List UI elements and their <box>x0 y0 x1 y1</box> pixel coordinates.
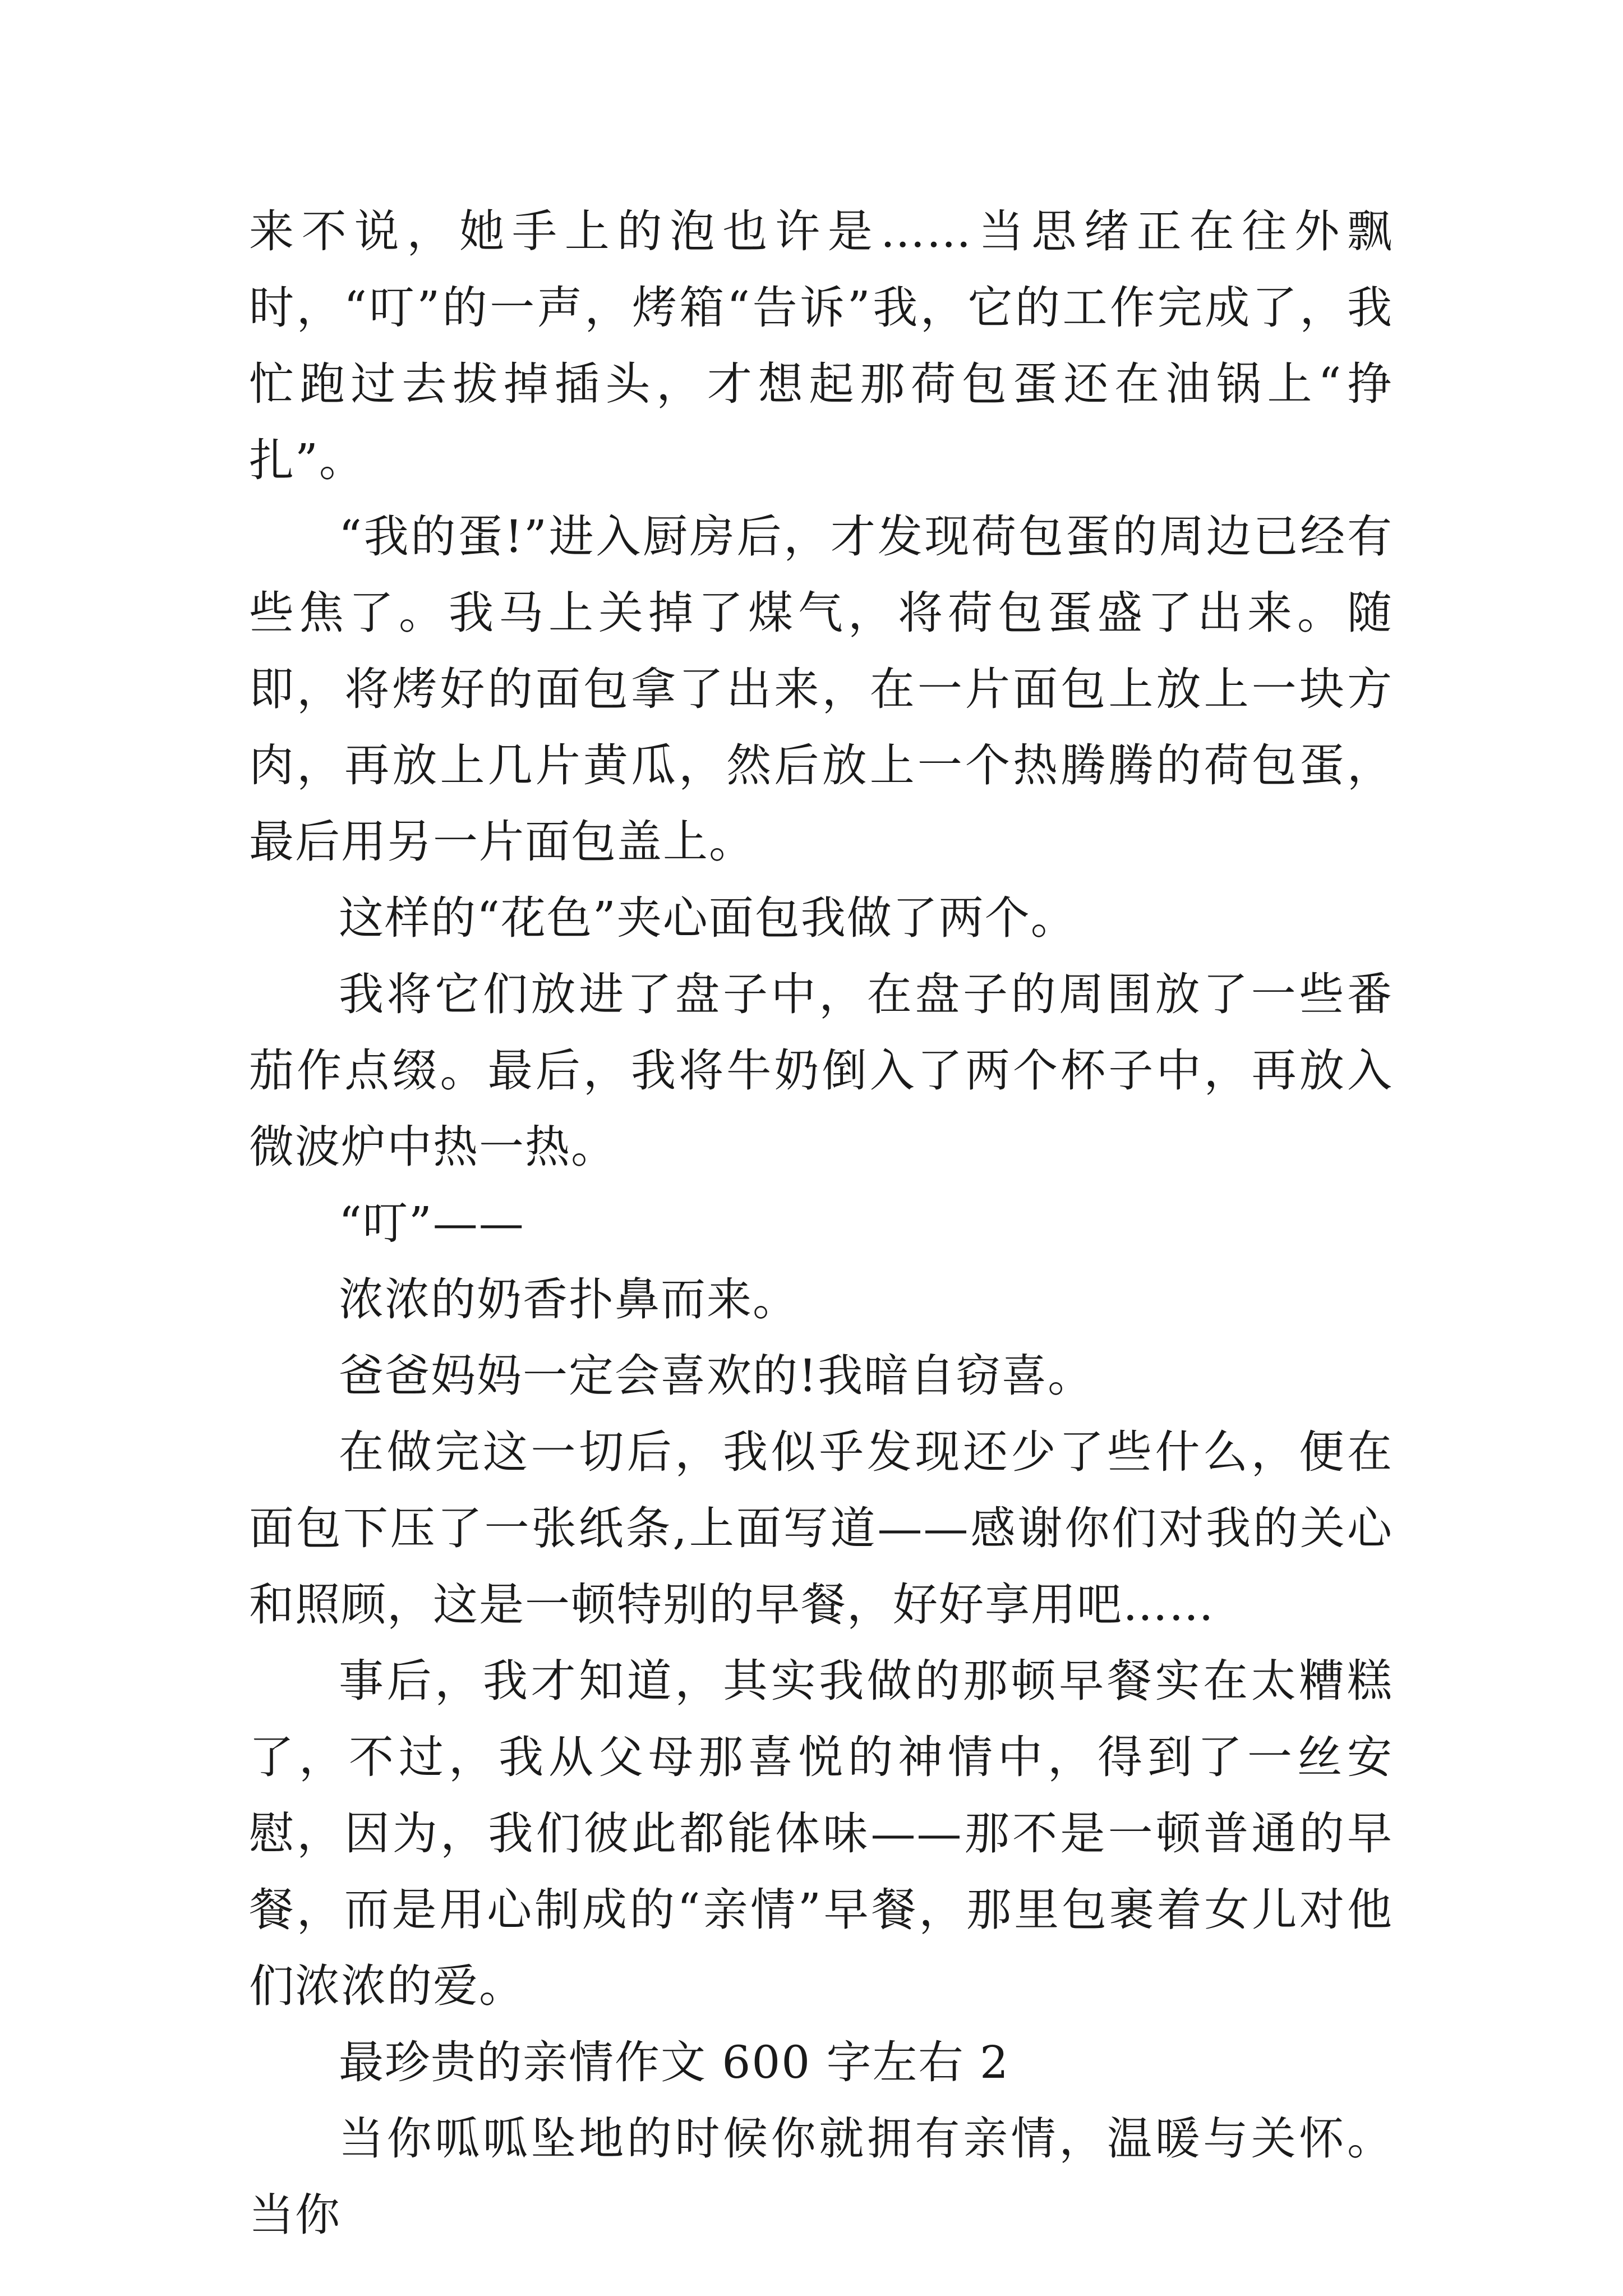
paragraph-9: 事后，我才知道，其实我做的那顿早餐实在太糟糕了，不过，我从父母那喜悦的神情中，得到了一丝安慰，因为，我们彼此都能体味——那不是一顿普通的早餐，而是用心制成的“亲情”早餐，那里包裹着女儿对他们浓浓的爱。 <box>249 1655 1393 2012</box>
paragraph-4: 我将它们放进了盘子中，在盘子的周围放了一些番茄作点缀。最后，我将牛奶倒入了两个杯子中，再放入微波炉中热一热。 <box>249 968 1393 1173</box>
paragraph-7: 爸爸妈妈一定会喜欢的!我暗自窃喜。 <box>339 1350 1094 1402</box>
paragraph-3: 这样的“花色”夹心面包我做了两个。 <box>339 892 1077 944</box>
paragraph-10: 当你呱呱坠地的时候你就拥有亲情，温暖与关怀。当你 <box>249 2113 1393 2241</box>
paragraph-2: “我的蛋!”进入厨房后，才发现荷包蛋的周边已经有些焦了。我马上关掉了煤气，将荷包蛋盛了出来。随即，将烤好的面包拿了出来，在一片面包上放上一块方肉，再放上几片黄瓜，然后放上一个热腾腾的荷包蛋，最后用另一片面包盖上。 <box>249 510 1393 868</box>
paragraph-6: 浓浓的奶香扑鼻而来。 <box>339 1273 799 1326</box>
paragraph-5: “叮”—— <box>339 1197 525 1249</box>
paragraph-8: 在做完这一切后，我似乎发现还少了些什么，便在面包下压了一张纸条,上面写道——感谢你们对我的关心和照顾，这是一顿特别的早餐，好好享用吧…… <box>249 1426 1393 1631</box>
section-heading: 最珍贵的亲情作文 600 字左右 2 <box>339 2036 1009 2088</box>
document-body <box>249 194 1393 2253</box>
paragraph-1: 来不说，她手上的泡也许是……当思绪正在往外飘时，“叮”的一声，烤箱“告诉”我，它的工作完成了，我忙跑过去拔掉插头，才想起那荷包蛋还在油锅上“挣扎”。 <box>249 205 1393 486</box>
